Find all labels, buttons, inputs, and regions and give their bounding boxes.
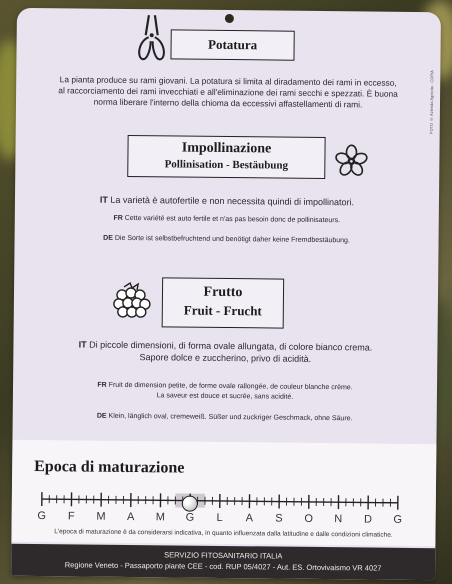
pruning-shears-icon [134, 13, 169, 63]
month-label: A [245, 512, 254, 525]
lang-code-it: IT [99, 194, 108, 205]
ripening-timeline [34, 486, 406, 510]
pollination-it-text: La varietà è autofertile e non necessita quindi di impollinatori. [110, 194, 355, 208]
lang-code-de: DE [96, 412, 107, 420]
pollination-de [15, 234, 439, 245]
month-label: O [304, 512, 313, 525]
month-label: A [126, 510, 135, 524]
lang-code-de: DE [103, 234, 113, 242]
fruit-it-text: Sapore dolce e zuccherino, privo di acidità. [139, 352, 312, 364]
fruit-fr-text: La saveur est douce et sucrée, sans acidité. [156, 392, 294, 401]
pollination-fr-text: Cette variété est auto fertile et n'as pas besoin donc de pollinisateurs. [124, 214, 341, 225]
lang-code-it: IT [78, 339, 87, 350]
pruning-text-line: La pianta produce su rami giovani. La potatura si limita al diradamento dei rami in eccesso, [59, 74, 397, 88]
ripening-title: Epoca di maturazione [34, 458, 185, 477]
fruit-title: Frutto [203, 284, 243, 301]
pruning-text-line: norma liberare l'interno della chioma da eccessivi affastellamenti di rami. [93, 96, 363, 110]
pruning-title [170, 29, 294, 60]
month-label: M [155, 511, 165, 524]
fruit-fr [13, 380, 437, 404]
flower-icon [333, 143, 369, 179]
pollination-title-box [127, 135, 325, 179]
fruit-de-text: Klein, länglich oval, cremeweiß. Süßer und zuckriger Geschmack, ohne Säure. [108, 412, 353, 423]
pruning-paragraph [32, 74, 424, 111]
lang-code-fr: FR [113, 214, 123, 222]
plant-label-card [11, 8, 441, 580]
pollination-fr [15, 214, 439, 225]
month-label: G [393, 513, 402, 526]
pollination-title: Impollinazione [181, 140, 272, 157]
month-label: D [363, 513, 373, 526]
month-label: G [185, 511, 195, 524]
lang-code-fr: FR [97, 381, 107, 389]
fruit-subtitle: Fruit - Frucht [183, 302, 262, 319]
hang-hole [225, 14, 234, 23]
fruit-it-text: Di piccole dimensioni, di forma ovale allungata, di colore bianco crema. [89, 339, 373, 353]
month-label: S [275, 512, 283, 525]
copyright-vertical: FOTO © Azienda Agricola · COPIA [428, 70, 435, 135]
footer-line2: Regione Veneto - Passaporto piante CEE - cod. RUP 05/4027 - Aut. ES. Ortovivaismo VR 4027 [64, 560, 382, 573]
pruning-title-text: Potatura [207, 36, 258, 53]
footer [11, 544, 435, 580]
pollination-de-text: Die Sorte ist selbstbefruchtend und benötigt daher keine Fremdbestäubung. [114, 234, 350, 245]
month-label: L [216, 511, 223, 524]
fruit-title-box [162, 277, 285, 328]
raspberry-icon [110, 281, 154, 321]
fruit-de [13, 412, 437, 423]
pollination-subtitle: Pollinisation - Bestäubung [164, 158, 289, 172]
footer-line1: SERVIZIO FITOSANITARIO ITALIA [164, 550, 283, 561]
month-label: F [67, 510, 75, 523]
month-label: M [96, 510, 106, 523]
fruit-it [13, 338, 437, 366]
month-label: G [37, 510, 47, 523]
ripening-note: L'epoca di maturazione è da considerarsi indicativa, in quanto influenzata dalla latitudine e dalle condizioni climatiche. [54, 528, 393, 539]
pruning-text-line: al raccorciamento dei rami invecchiati e all'eliminazione dei rami secchi e spezzati. È buona [58, 85, 398, 99]
pollination-it [15, 194, 439, 208]
ripening-marker-raspberry-icon [182, 496, 198, 512]
fruit-fr-text: Fruit de dimension petite, de forme ovale rallongée, de couleur blanche crème. [108, 381, 353, 392]
month-label: N [334, 513, 343, 526]
